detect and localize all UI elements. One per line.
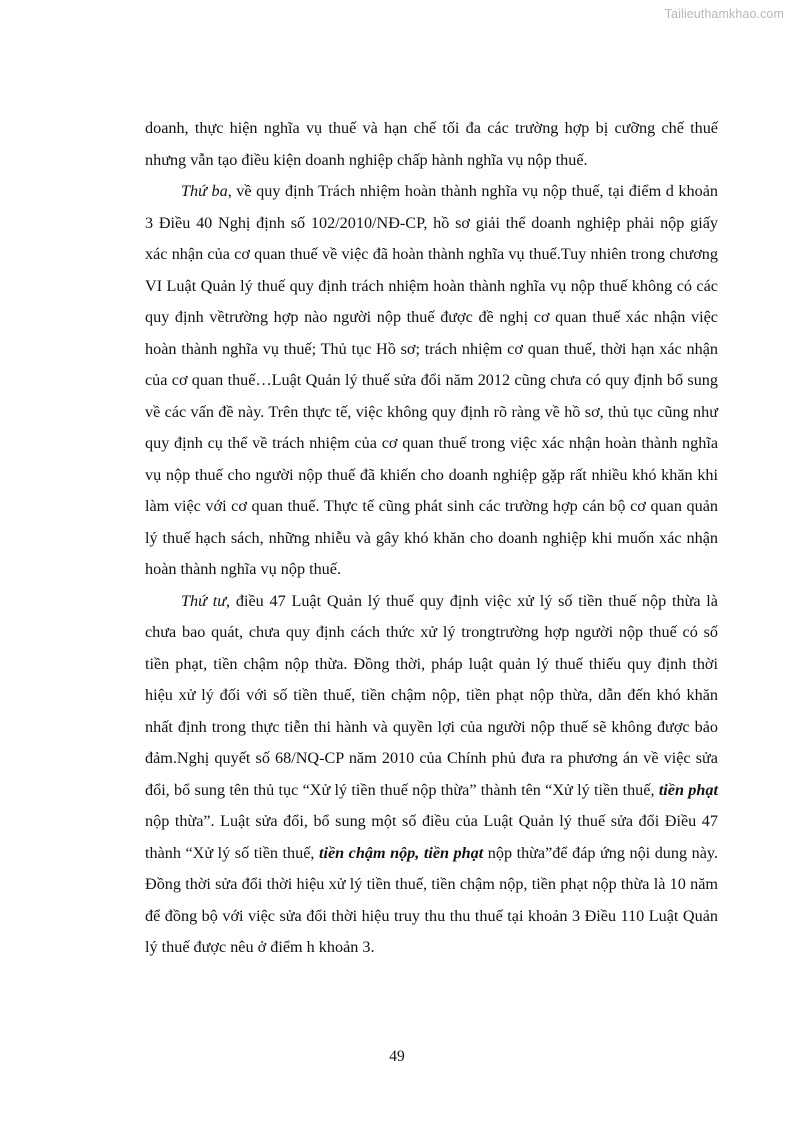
- paragraph-2: [145, 176, 718, 586]
- paragraph-3-text-3: nộp thừa”để đáp ứng nội dung này. Đồng thời sửa đổi thời hiệu xử lý tiền thuế, tiền chậm nộp, tiền phạt nộp thừa là 10 năm để đồng bộ với việc sửa đổi thời hiệu truy thu thu thuế tại khoản 3 Điều 110 Luật Quản lý thuế được nêu ở điểm h khoản 3.: [145, 843, 718, 956]
- paragraph-3-text-2: nộp thừa”. Luật sửa đổi, bổ sung một số điều của Luật Quản lý thuế sửa đổi Điều 47 thành “Xử lý số tiền thuế,: [145, 812, 718, 862]
- watermark: Tailieuthamkhao.com: [664, 7, 784, 21]
- paragraph-3-emphasis-1: tiền phạt: [658, 780, 718, 799]
- paragraph-1: doanh, thực hiện nghĩa vụ thuế và hạn chế tối đa các trường hợp bị cưỡng chế thuế nhưng vẫn tạo điều kiện doanh nghiệp chấp hành nghĩa vụ nộp thuế.: [145, 119, 718, 169]
- paragraph-3: [145, 586, 718, 964]
- paragraph-2-body: , về quy định Trách nhiệm hoàn thành nghĩa vụ nộp thuế, tại điểm d khoản 3 Điều 40 Nghị định số 102/2010/NĐ-CP, hồ sơ giải thể doanh nghiệp phải nộp giấy xác nhận của cơ quan thuế về việc đã hoàn thành nghĩa vụ thuế.Tuy nhiên trong chương VI Luật Quản lý thuế quy định trách nhiệm hoàn thành nghĩa vụ nộp thuế không có các quy định vềtrường hợp nào người nộp thuế được đề nghị cơ quan thuế xác nhận việc hoàn thành nghĩa vụ thuế; Thủ tục Hồ sơ; trách nhiệm cơ quan thuế, thời hạn xác nhận của cơ quan thuế…Luật Quản lý thuế sửa đổi năm 2012 cũng chưa có quy định bổ sung về các vấn đề này. Trên thực tế, việc không quy định rõ ràng về hồ sơ, thủ tục cũng như quy định cụ thể về trách nhiệm của cơ quan thuế trong việc xác nhận hoàn thành nghĩa vụ nộp thuế cho người nộp thuế đã khiến cho doanh nghiệp gặp rất nhiều khó khăn khi làm việc với cơ quan thuế. Thực tế cũng phát sinh các trường hợp cán bộ cơ quan quản lý thuế hạch sách, những nhiễu và gây khó khăn cho doanh nghiệp khi muốn xác nhận hoàn thành nghĩa vụ nộp thuế.: [145, 182, 718, 578]
- paragraph-2-lead: Thứ ba: [181, 182, 228, 200]
- page-number: 49: [389, 1048, 405, 1065]
- paragraph-3-lead: Thứ tư: [181, 591, 227, 610]
- paragraph-3-emphasis-2: tiền chậm nộp, tiền phạt: [318, 843, 484, 862]
- document-body: [145, 113, 718, 964]
- paragraph-3-text-1: , điều 47 Luật Quản lý thuế quy định việc xử lý số tiền thuế nộp thừa là chưa bao quát, chưa quy định cách thức xử lý trongtrường hợp người nộp thuế có số tiền phạt, tiền chậm nộp thừa. Đồng thời, pháp luật quản lý thuế thiếu quy định thời hiệu xử lý đối với số tiền thuế, tiền chậm nộp, tiền phạt nộp thừa, dẫn đến khó khăn nhất định trong thực tiễn thi hành và quyền lợi của người nộp thuế sẽ không được bảo đảm.Nghị quyết số 68/NQ-CP năm 2010 của Chính phủ đưa ra phương án về việc sửa đổi, bổ sung tên thủ tục “Xử lý tiền thuế nộp thừa” thành tên “Xử lý tiền thuế,: [145, 591, 718, 799]
